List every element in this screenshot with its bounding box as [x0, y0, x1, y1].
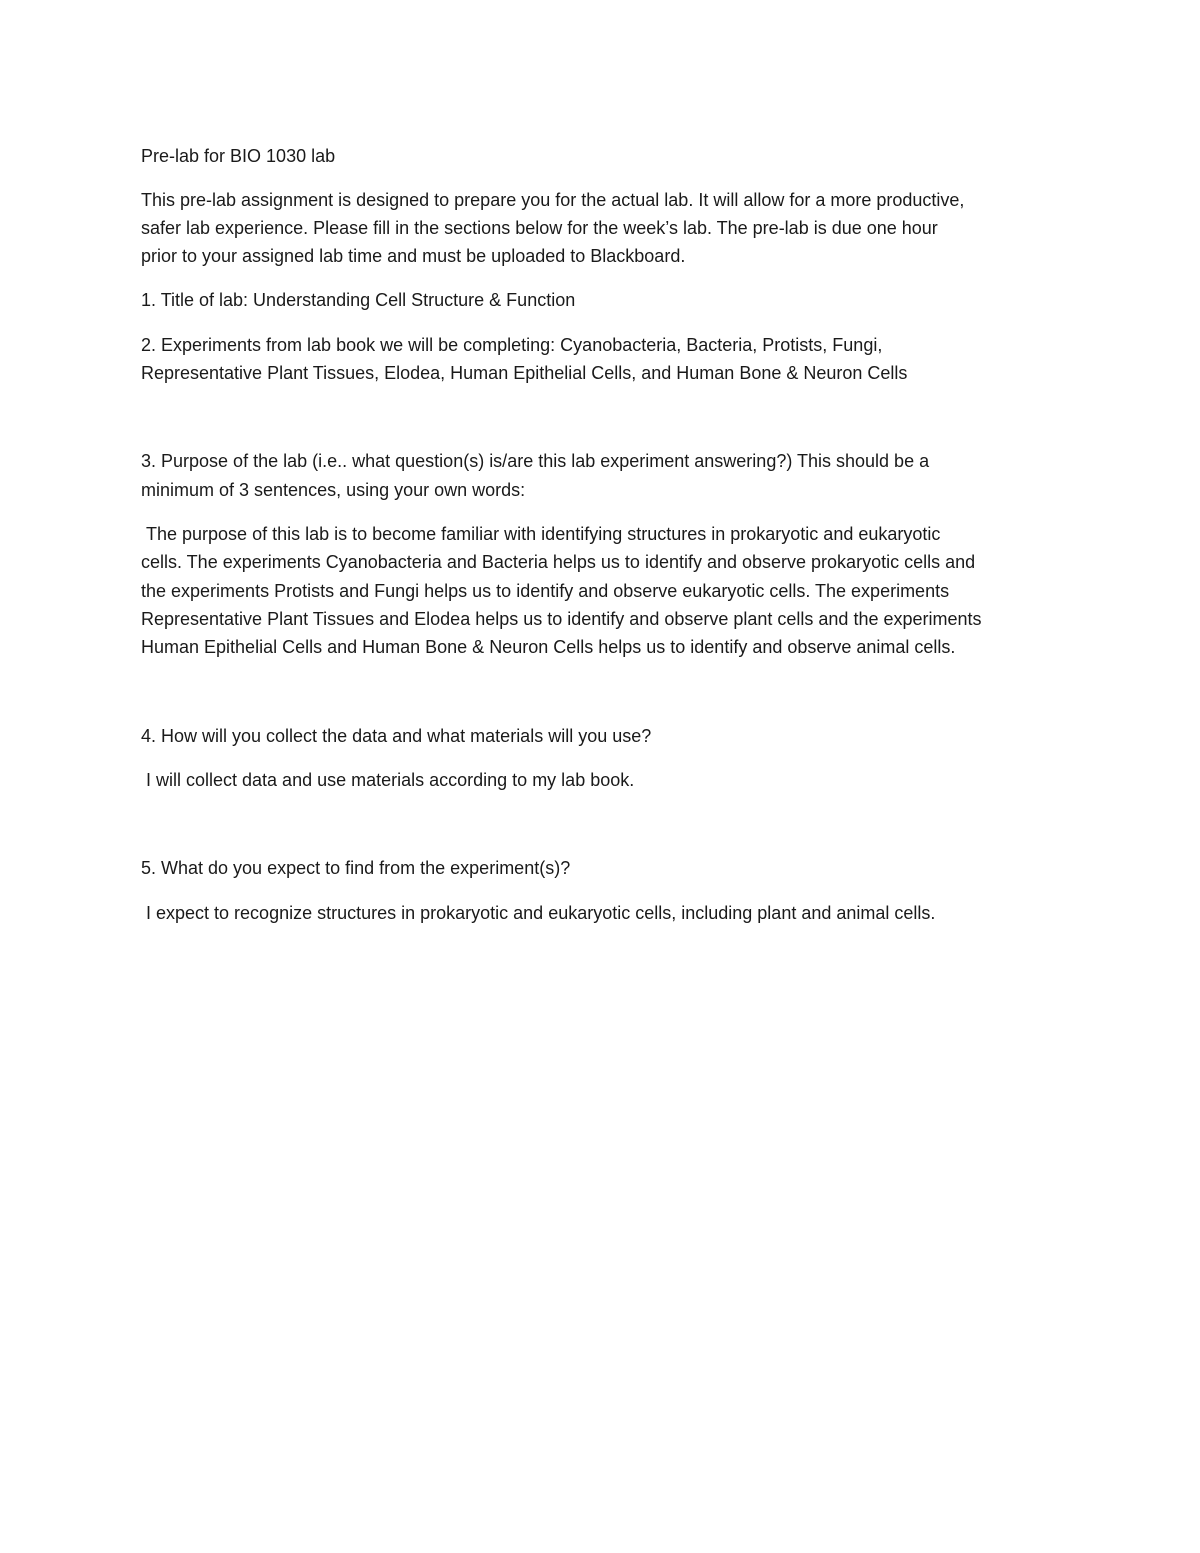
item-2-line-2: Representative Plant Tissues, Elodea, Human Epithelial Cells, and Human Bone & Neuron Cells: [141, 363, 908, 383]
item-3-answer-line-2: cells. The experiments Cyanobacteria and Bacteria helps us to identify and observe prokaryotic cells and: [141, 552, 976, 572]
item-3-answer-line-5: Human Epithelial Cells and Human Bone & Neuron Cells helps us to identify and observe animal cells.: [141, 637, 956, 657]
intro-line-2: safer lab experience. Please fill in the sections below for the week’s lab. The pre-lab is due one hour: [141, 218, 938, 238]
item-3-answer-line-3: the experiments Protists and Fungi helps us to identify and observe eukaryotic cells. The experiments: [141, 581, 950, 601]
item-4-answer: I will collect data and use materials according to my lab book.: [146, 770, 635, 790]
item-3-question-line-1: 3. Purpose of the lab (i.e.. what question(s) is/are this lab experiment answering?) This should be a: [141, 451, 930, 471]
item-3-answer-line-1: The purpose of this lab is to become familiar with identifying structures in prokaryotic and eukaryotic: [146, 524, 941, 544]
intro-line-1: This pre-lab assignment is designed to prepare you for the actual lab. It will allow for a more productive,: [141, 190, 965, 210]
item-4-question: 4. How will you collect the data and what materials will you use?: [141, 726, 652, 746]
item-3-question-line-2: minimum of 3 sentences, using your own words:: [141, 480, 526, 500]
item-5-question: 5. What do you expect to find from the experiment(s)?: [141, 858, 571, 878]
intro-line-3: prior to your assigned lab time and must be uploaded to Blackboard.: [141, 246, 686, 266]
item-5-answer: I expect to recognize structures in prokaryotic and eukaryotic cells, including plant and animal cells.: [146, 903, 936, 923]
document-heading: Pre-lab for BIO 1030 lab: [141, 146, 336, 166]
item-1-title-of-lab: 1. Title of lab: Understanding Cell Structure & Function: [141, 290, 576, 310]
item-3-answer-line-4: Representative Plant Tissues and Elodea helps us to identify and observe plant cells and the experiments: [141, 609, 982, 629]
item-2-line-1: 2. Experiments from lab book we will be completing: Cyanobacteria, Bacteria, Protists, Fungi,: [141, 335, 883, 355]
